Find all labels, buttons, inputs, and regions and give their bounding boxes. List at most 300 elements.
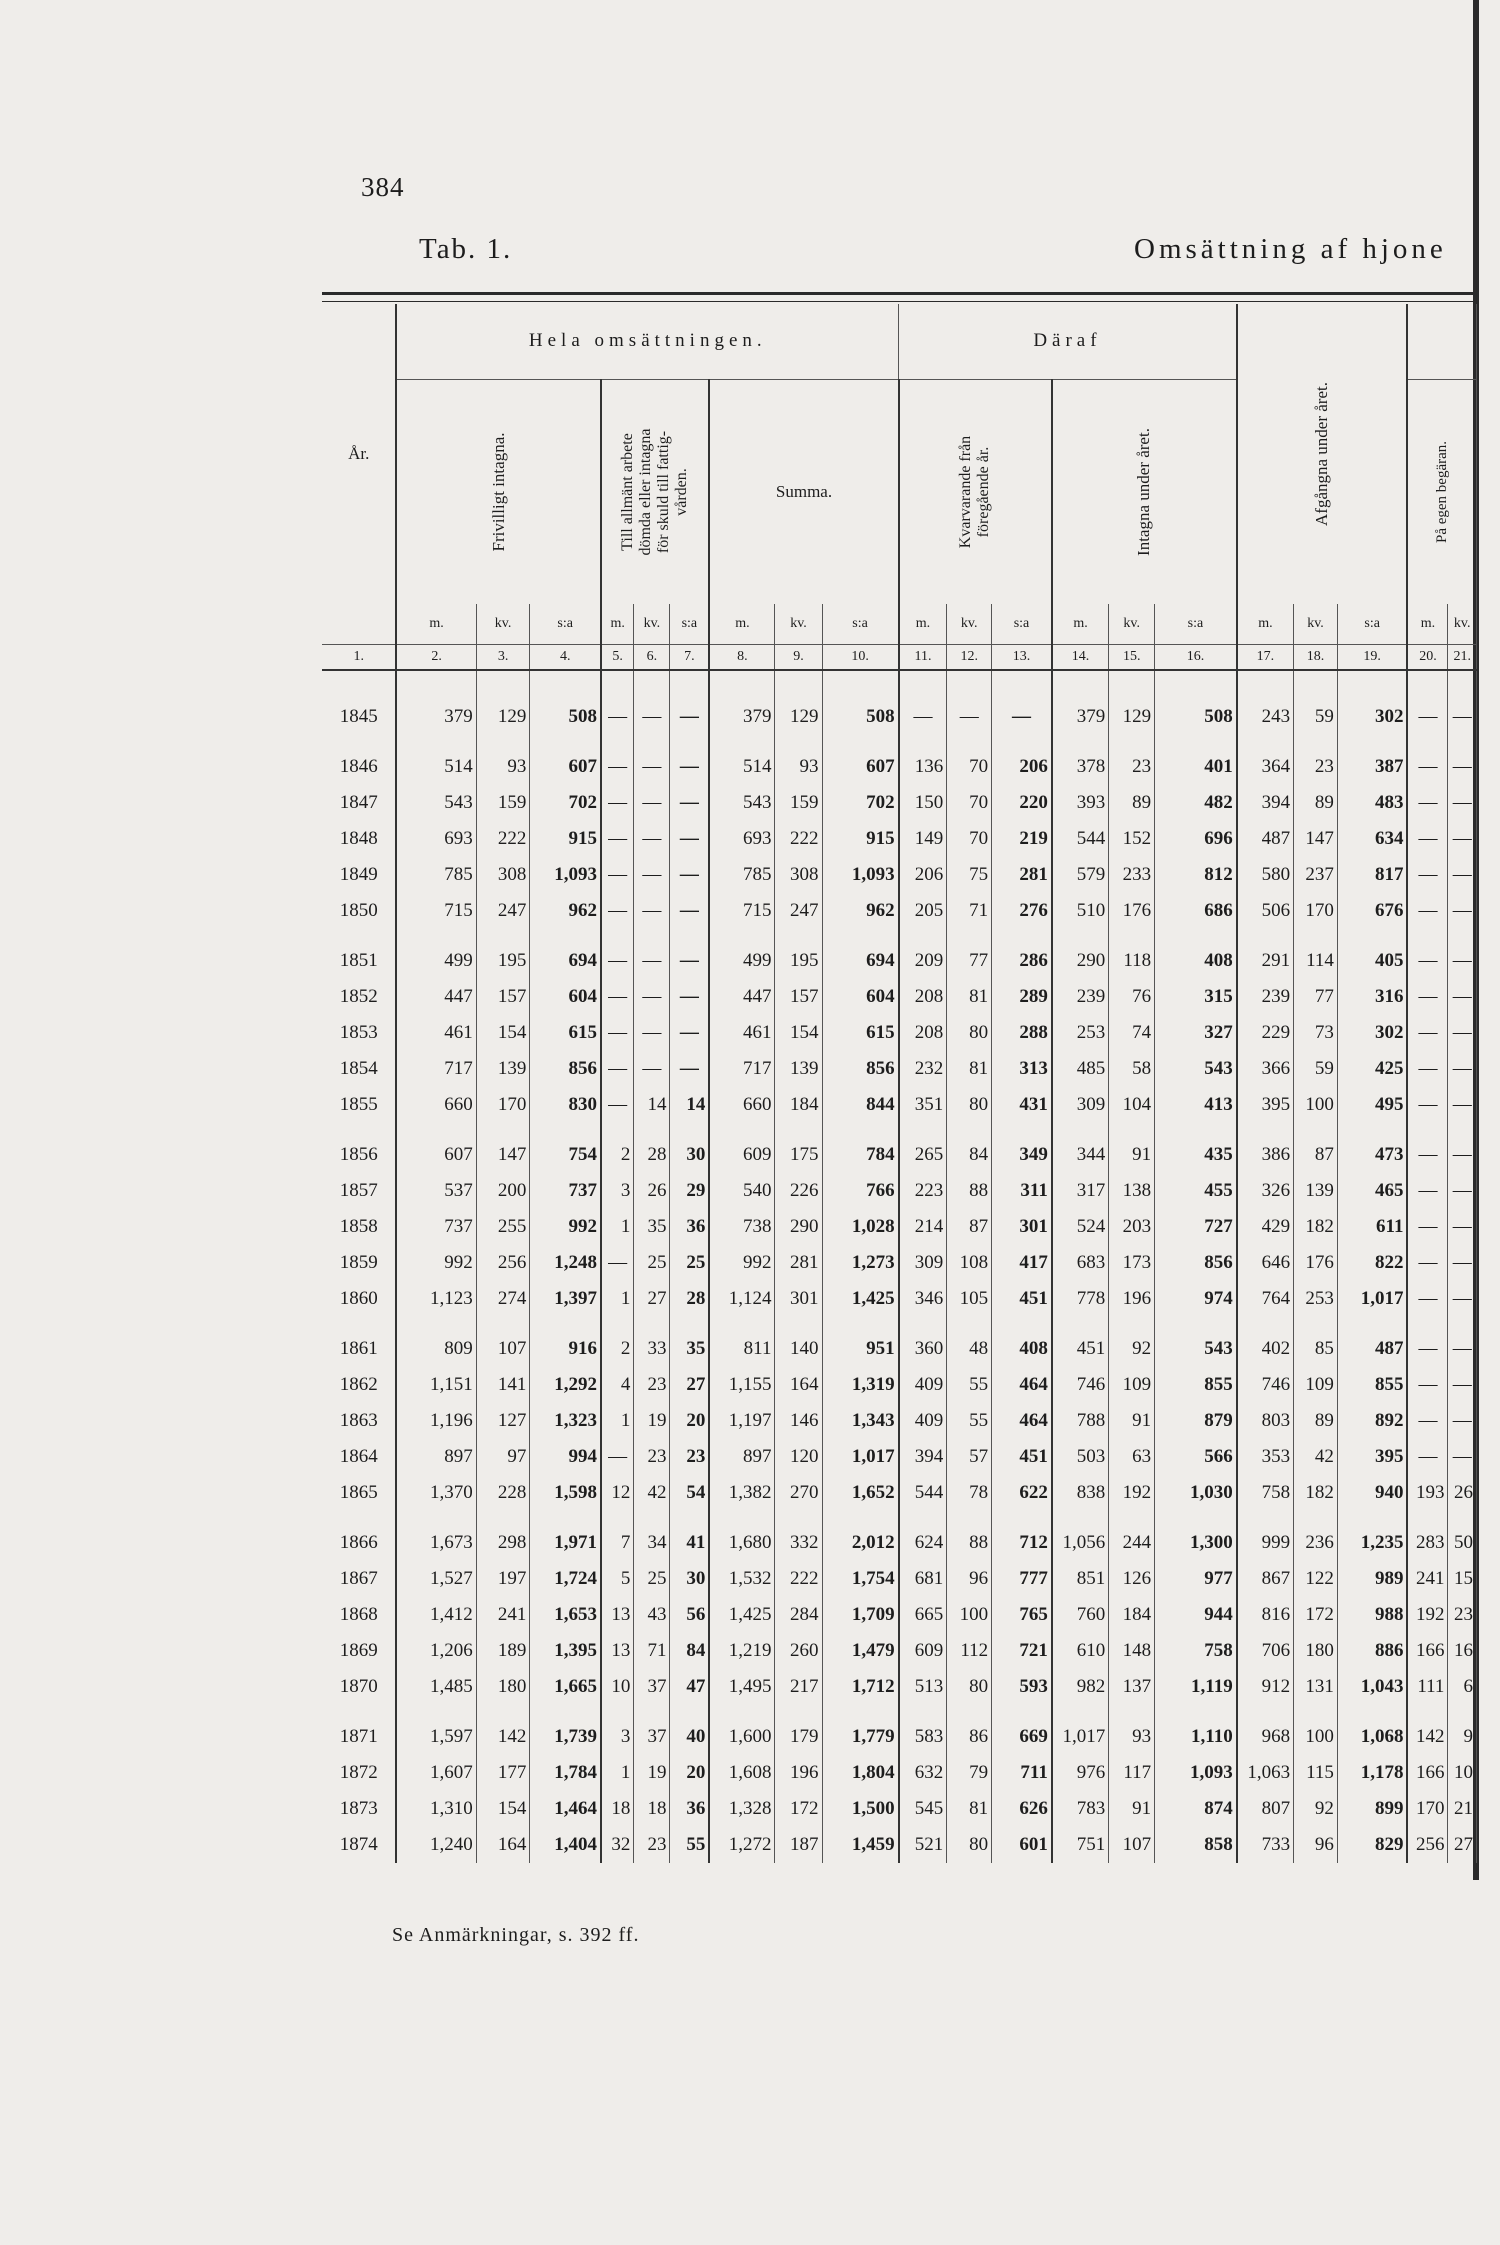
table-cell: 349 xyxy=(992,1137,1052,1173)
table-cell: 23 xyxy=(634,1827,670,1863)
table-cell: 915 xyxy=(822,821,899,857)
table-cell: 1,425 xyxy=(709,1597,775,1633)
table-row xyxy=(322,1439,1477,1475)
table-cell: 20 xyxy=(670,1403,709,1439)
table-cell: 733 xyxy=(1237,1827,1294,1863)
table-cell: — xyxy=(634,699,670,735)
table-cell: 473 xyxy=(1337,1137,1407,1173)
table-cell: 255 xyxy=(476,1209,530,1245)
table-cell: — xyxy=(1448,943,1477,979)
table-cell: 856 xyxy=(530,1051,601,1087)
table-cell: 855 xyxy=(1337,1367,1407,1403)
table-cell: 281 xyxy=(775,1245,822,1281)
table-cell: — xyxy=(601,821,634,857)
table-cell: 23 xyxy=(634,1367,670,1403)
table-cell: 856 xyxy=(822,1051,899,1087)
table-cell: — xyxy=(1407,1403,1447,1439)
table-cell: 915 xyxy=(530,821,601,857)
table-row xyxy=(322,943,1477,979)
table-cell: 177 xyxy=(476,1755,530,1791)
table-cell: 1,754 xyxy=(822,1561,899,1597)
table-cell: 611 xyxy=(1337,1209,1407,1245)
table-cell: 514 xyxy=(709,749,775,785)
table-cell: 1,063 xyxy=(1237,1755,1294,1791)
column-number-cell: 11. xyxy=(899,644,947,670)
year-column-header: År. xyxy=(322,304,396,604)
table-row xyxy=(322,1525,1477,1561)
table-cell: 717 xyxy=(709,1051,775,1087)
table-cell: 26 xyxy=(634,1173,670,1209)
statistics-table xyxy=(322,304,1477,1863)
table-cell: 1,310 xyxy=(396,1791,476,1827)
table-cell: 524 xyxy=(1052,1209,1109,1245)
table-cell: 298 xyxy=(476,1525,530,1561)
table-cell: 777 xyxy=(992,1561,1052,1597)
table-cell: 1,328 xyxy=(709,1791,775,1827)
table-cell: 182 xyxy=(1294,1475,1338,1511)
intagna-header xyxy=(1052,379,1237,604)
table-cell: — xyxy=(1407,1173,1447,1209)
table-cell: 897 xyxy=(396,1439,476,1475)
table-cell: 485 xyxy=(1052,1051,1109,1087)
unit-cell: kv. xyxy=(947,604,992,644)
table-cell: 1,971 xyxy=(530,1525,601,1561)
year-cell: 1866 xyxy=(322,1525,396,1561)
table-cell: 992 xyxy=(530,1209,601,1245)
year-cell: 1855 xyxy=(322,1087,396,1123)
table-cell: 607 xyxy=(396,1137,476,1173)
table-cell: 281 xyxy=(992,857,1052,893)
table-cell: 208 xyxy=(899,1015,947,1051)
table-label: Tab. 1. xyxy=(419,233,513,265)
table-cell: 1,709 xyxy=(822,1597,899,1633)
year-cell: 1871 xyxy=(322,1719,396,1755)
table-cell: 537 xyxy=(396,1173,476,1209)
table-cell: 33 xyxy=(634,1331,670,1367)
table-cell: 822 xyxy=(1337,1245,1407,1281)
table-cell: 5 xyxy=(601,1561,634,1597)
table-cell: — xyxy=(899,699,947,735)
table-cell: 166 xyxy=(1407,1633,1447,1669)
table-cell: 1 xyxy=(601,1281,634,1317)
table-cell: 7 xyxy=(601,1525,634,1561)
table-cell: — xyxy=(1448,821,1477,857)
table-cell: 309 xyxy=(1052,1087,1109,1123)
table-cell: 715 xyxy=(709,893,775,929)
table-cell: 751 xyxy=(1052,1827,1109,1863)
table-cell: 754 xyxy=(530,1137,601,1173)
table-cell: 694 xyxy=(822,943,899,979)
year-cell: 1874 xyxy=(322,1827,396,1863)
table-cell: — xyxy=(1407,1137,1447,1173)
table-cell: 89 xyxy=(1109,785,1155,821)
table-cell: 276 xyxy=(992,893,1052,929)
year-cell: 1856 xyxy=(322,1137,396,1173)
unit-cell: m. xyxy=(396,604,476,644)
table-cell: 408 xyxy=(1155,943,1237,979)
table-cell: 217 xyxy=(775,1669,822,1705)
table-cell: 42 xyxy=(634,1475,670,1511)
table-cell: 1,607 xyxy=(396,1755,476,1791)
table-cell: 173 xyxy=(1109,1245,1155,1281)
table-cell: 241 xyxy=(1407,1561,1447,1597)
table-cell: 465 xyxy=(1337,1173,1407,1209)
frivilligt-header-text: Frivilligt intagna. xyxy=(488,432,508,552)
table-cell: 394 xyxy=(1237,785,1294,821)
table-cell: — xyxy=(1407,785,1447,821)
spacer-row xyxy=(322,1123,1477,1137)
table-cell: 543 xyxy=(396,785,476,821)
pa-egen-header-text: På egen begäran. xyxy=(1434,440,1451,543)
table-row xyxy=(322,785,1477,821)
table-cell: 228 xyxy=(476,1475,530,1511)
table-cell: 838 xyxy=(1052,1475,1109,1511)
table-cell: 784 xyxy=(822,1137,899,1173)
table-cell: 89 xyxy=(1294,1403,1338,1439)
table-cell: — xyxy=(634,821,670,857)
table-cell: — xyxy=(670,1051,709,1087)
table-cell: 464 xyxy=(992,1367,1052,1403)
table-cell: 179 xyxy=(775,1719,822,1755)
table-cell: 197 xyxy=(476,1561,530,1597)
table-cell: 142 xyxy=(1407,1719,1447,1755)
table-cell: 1,382 xyxy=(709,1475,775,1511)
table-cell: — xyxy=(670,749,709,785)
table-cell: 283 xyxy=(1407,1525,1447,1561)
table-cell: — xyxy=(992,699,1052,735)
table-cell: 222 xyxy=(476,821,530,857)
table-cell: 176 xyxy=(1294,1245,1338,1281)
table-cell: — xyxy=(1448,1087,1477,1123)
column-number-cell: 14. xyxy=(1052,644,1109,670)
table-cell: 108 xyxy=(947,1245,992,1281)
table-cell: 409 xyxy=(899,1367,947,1403)
table-cell: 3 xyxy=(601,1173,634,1209)
kvarvarande-line-1: Kvarvarande från xyxy=(957,435,975,548)
table-cell: — xyxy=(601,1015,634,1051)
table-cell: 3 xyxy=(601,1719,634,1755)
page-number: 384 xyxy=(361,172,405,202)
table-cell: 785 xyxy=(709,857,775,893)
table-cell: 817 xyxy=(1337,857,1407,893)
table-cell: 288 xyxy=(992,1015,1052,1051)
table-cell: 660 xyxy=(709,1087,775,1123)
table-cell: 721 xyxy=(992,1633,1052,1669)
table-cell: 395 xyxy=(1337,1439,1407,1475)
table-cell: — xyxy=(601,1051,634,1087)
table-cell: 940 xyxy=(1337,1475,1407,1511)
table-cell: 1,600 xyxy=(709,1719,775,1755)
table-cell: 1,323 xyxy=(530,1403,601,1439)
table-cell: 712 xyxy=(992,1525,1052,1561)
table-cell: 760 xyxy=(1052,1597,1109,1633)
table-cell: 737 xyxy=(396,1209,476,1245)
table-cell: 88 xyxy=(947,1173,992,1209)
table-cell: 992 xyxy=(709,1245,775,1281)
table-cell: 624 xyxy=(899,1525,947,1561)
table-cell: 809 xyxy=(396,1331,476,1367)
table-cell: — xyxy=(1407,1015,1447,1051)
table-cell: 379 xyxy=(396,699,476,735)
table-cell: 464 xyxy=(992,1403,1052,1439)
table-cell: 107 xyxy=(1109,1827,1155,1863)
table-cell: 159 xyxy=(775,785,822,821)
table-cell: 1,680 xyxy=(709,1525,775,1561)
table-cell: 157 xyxy=(775,979,822,1015)
table-cell: — xyxy=(1448,1245,1477,1281)
table-cell: 609 xyxy=(709,1137,775,1173)
table-cell: 214 xyxy=(899,1209,947,1245)
table-cell: 193 xyxy=(1407,1475,1447,1511)
table-cell: 47 xyxy=(670,1669,709,1705)
table-cell: 23 xyxy=(1109,749,1155,785)
kvarvarande-header xyxy=(899,379,1052,604)
table-cell: 513 xyxy=(899,1669,947,1705)
table-cell: 93 xyxy=(476,749,530,785)
table-cell: 129 xyxy=(1109,699,1155,735)
table-cell: 55 xyxy=(947,1403,992,1439)
spacer-row xyxy=(322,1511,1477,1525)
table-cell: 220 xyxy=(992,785,1052,821)
table-cell: 239 xyxy=(1052,979,1109,1015)
table-cell: 1,479 xyxy=(822,1633,899,1669)
column-number-cell: 3. xyxy=(476,644,530,670)
table-cell: — xyxy=(1407,699,1447,735)
table-cell: 1,495 xyxy=(709,1669,775,1705)
table-cell: — xyxy=(634,749,670,785)
table-cell: 483 xyxy=(1337,785,1407,821)
unit-cell: kv. xyxy=(775,604,822,644)
year-cell: 1852 xyxy=(322,979,396,1015)
year-cell: 1858 xyxy=(322,1209,396,1245)
table-cell: 180 xyxy=(1294,1633,1338,1669)
unit-cell: s:a xyxy=(670,604,709,644)
table-cell: 23 xyxy=(1294,749,1338,785)
table-cell: — xyxy=(1407,1051,1447,1087)
table-cell: 9 xyxy=(1448,1719,1477,1755)
table-cell: 152 xyxy=(1109,821,1155,857)
table-cell: — xyxy=(1407,1087,1447,1123)
table-row xyxy=(322,1209,1477,1245)
table-cell: 431 xyxy=(992,1087,1052,1123)
table-cell: 14 xyxy=(634,1087,670,1123)
table-cell: 514 xyxy=(396,749,476,785)
table-cell: 977 xyxy=(1155,1561,1237,1597)
table-cell: 1,608 xyxy=(709,1755,775,1791)
table-cell: 982 xyxy=(1052,1669,1109,1705)
table-cell: 1,412 xyxy=(396,1597,476,1633)
top-rule xyxy=(322,292,1475,295)
table-cell: 360 xyxy=(899,1331,947,1367)
footnote: Se Anmärkningar, s. 392 ff. xyxy=(392,1924,640,1946)
table-cell: 23 xyxy=(634,1439,670,1475)
table-cell: 1,784 xyxy=(530,1755,601,1791)
spacer-row xyxy=(322,1705,1477,1719)
table-cell: 12 xyxy=(601,1475,634,1511)
table-cell: 170 xyxy=(1407,1791,1447,1827)
table-cell: 100 xyxy=(947,1597,992,1633)
year-cell: 1857 xyxy=(322,1173,396,1209)
table-cell: 992 xyxy=(396,1245,476,1281)
afgangna-header-text: Afgångna under året. xyxy=(1312,382,1332,526)
table-cell: 284 xyxy=(775,1597,822,1633)
table-cell: 544 xyxy=(899,1475,947,1511)
table-cell: 154 xyxy=(775,1015,822,1051)
unit-cell: m. xyxy=(899,604,947,644)
table-cell: 851 xyxy=(1052,1561,1109,1597)
table-cell: 1,119 xyxy=(1155,1669,1237,1705)
table-cell: 1,779 xyxy=(822,1719,899,1755)
table-cell: 829 xyxy=(1337,1827,1407,1863)
table-cell: 50 xyxy=(1448,1525,1477,1561)
table-cell: 379 xyxy=(709,699,775,735)
table-cell: 1,110 xyxy=(1155,1719,1237,1755)
table-cell: 23 xyxy=(670,1439,709,1475)
table-cell: 807 xyxy=(1237,1791,1294,1827)
year-cell: 1848 xyxy=(322,821,396,857)
table-cell: 994 xyxy=(530,1439,601,1475)
table-row xyxy=(322,1173,1477,1209)
table-cell: 499 xyxy=(709,943,775,979)
table-cell: 681 xyxy=(899,1561,947,1597)
table-cell: 1,093 xyxy=(1155,1755,1237,1791)
table-cell: 209 xyxy=(899,943,947,979)
table-cell: 1 xyxy=(601,1209,634,1245)
table-cell: 499 xyxy=(396,943,476,979)
table-cell: 379 xyxy=(1052,699,1109,735)
table-cell: 413 xyxy=(1155,1087,1237,1123)
table-row xyxy=(322,749,1477,785)
table-cell: — xyxy=(670,785,709,821)
year-cell: 1860 xyxy=(322,1281,396,1317)
table-cell: — xyxy=(601,785,634,821)
table-cell: 962 xyxy=(530,893,601,929)
year-cell: 1872 xyxy=(322,1755,396,1791)
table-cell: 1,197 xyxy=(709,1403,775,1439)
table-cell: 508 xyxy=(530,699,601,735)
table-cell: 1,272 xyxy=(709,1827,775,1863)
table-cell: 394 xyxy=(899,1439,947,1475)
table-cell: 1,653 xyxy=(530,1597,601,1633)
table-cell: 378 xyxy=(1052,749,1109,785)
table-cell: 1,500 xyxy=(822,1791,899,1827)
table-cell: 233 xyxy=(1109,857,1155,893)
table-cell: 1,043 xyxy=(1337,1669,1407,1705)
table-cell: 19 xyxy=(634,1755,670,1791)
table-cell: 247 xyxy=(775,893,822,929)
table-cell: 223 xyxy=(899,1173,947,1209)
table-cell: 1,464 xyxy=(530,1791,601,1827)
table-cell: 353 xyxy=(1237,1439,1294,1475)
table-cell: 1,598 xyxy=(530,1475,601,1511)
table-cell: 291 xyxy=(1237,943,1294,979)
table-cell: 326 xyxy=(1237,1173,1294,1209)
table-cell: 626 xyxy=(992,1791,1052,1827)
table-row xyxy=(322,1719,1477,1755)
unit-cell: kv. xyxy=(1294,604,1338,644)
table-cell: 81 xyxy=(947,1791,992,1827)
table-cell: 84 xyxy=(670,1633,709,1669)
intagna-header-text: Intagna under året. xyxy=(1134,427,1154,556)
table-cell: — xyxy=(601,943,634,979)
table-cell: 1,597 xyxy=(396,1719,476,1755)
table-cell: 91 xyxy=(1109,1137,1155,1173)
table-cell: 1,724 xyxy=(530,1561,601,1597)
table-cell: 706 xyxy=(1237,1633,1294,1669)
table-cell: 239 xyxy=(1237,979,1294,1015)
table-cell: 122 xyxy=(1294,1561,1338,1597)
column-number-cell: 18. xyxy=(1294,644,1338,670)
table-cell: 583 xyxy=(899,1719,947,1755)
year-cell: 1846 xyxy=(322,749,396,785)
table-cell: 104 xyxy=(1109,1087,1155,1123)
table-cell: 487 xyxy=(1337,1331,1407,1367)
table-cell: 27 xyxy=(634,1281,670,1317)
table-cell: 59 xyxy=(1294,699,1338,735)
table-cell: 93 xyxy=(1109,1719,1155,1755)
year-cell: 1863 xyxy=(322,1403,396,1439)
table-cell: 109 xyxy=(1109,1367,1155,1403)
column-number-cell: 19. xyxy=(1337,644,1407,670)
table-cell: 2 xyxy=(601,1137,634,1173)
table-row xyxy=(322,1015,1477,1051)
table-cell: 26 xyxy=(1448,1475,1477,1511)
table-cell: 351 xyxy=(899,1087,947,1123)
column-number-cell: 8. xyxy=(709,644,775,670)
table-cell: 175 xyxy=(775,1137,822,1173)
table-cell: 1,219 xyxy=(709,1633,775,1669)
table-cell: 451 xyxy=(992,1439,1052,1475)
table-cell: 166 xyxy=(1407,1755,1447,1791)
table-cell: 944 xyxy=(1155,1597,1237,1633)
table-cell: — xyxy=(634,893,670,929)
table-cell: 87 xyxy=(947,1209,992,1245)
table-cell: 693 xyxy=(709,821,775,857)
table-cell: 393 xyxy=(1052,785,1109,821)
table-cell: 92 xyxy=(1109,1331,1155,1367)
table-cell: 14 xyxy=(670,1087,709,1123)
table-cell: 195 xyxy=(775,943,822,979)
year-cell: 1864 xyxy=(322,1439,396,1475)
table-cell: 435 xyxy=(1155,1137,1237,1173)
table-cell: 40 xyxy=(670,1719,709,1755)
table-cell: 604 xyxy=(530,979,601,1015)
table-cell: 508 xyxy=(822,699,899,735)
table-cell: 387 xyxy=(1337,749,1407,785)
table-cell: 951 xyxy=(822,1331,899,1367)
table-cell: 184 xyxy=(1109,1597,1155,1633)
table-cell: 1,123 xyxy=(396,1281,476,1317)
table-row xyxy=(322,1791,1477,1827)
year-cell: 1862 xyxy=(322,1367,396,1403)
table-cell: 503 xyxy=(1052,1439,1109,1475)
table-cell: 176 xyxy=(1109,893,1155,929)
table-cell: 81 xyxy=(947,1051,992,1087)
table-cell: 20 xyxy=(670,1755,709,1791)
table-cell: — xyxy=(1448,749,1477,785)
table-cell: 1,240 xyxy=(396,1827,476,1863)
table-cell: 855 xyxy=(1155,1367,1237,1403)
column-number-cell: 6. xyxy=(634,644,670,670)
table-cell: 543 xyxy=(1155,1331,1237,1367)
table-cell: 148 xyxy=(1109,1633,1155,1669)
table-cell: 86 xyxy=(947,1719,992,1755)
table-cell: 25 xyxy=(670,1245,709,1281)
unit-cell: m. xyxy=(1237,604,1294,644)
till-allmant-header-text xyxy=(619,428,691,555)
table-cell: 711 xyxy=(992,1755,1052,1791)
table-cell: 27 xyxy=(670,1367,709,1403)
